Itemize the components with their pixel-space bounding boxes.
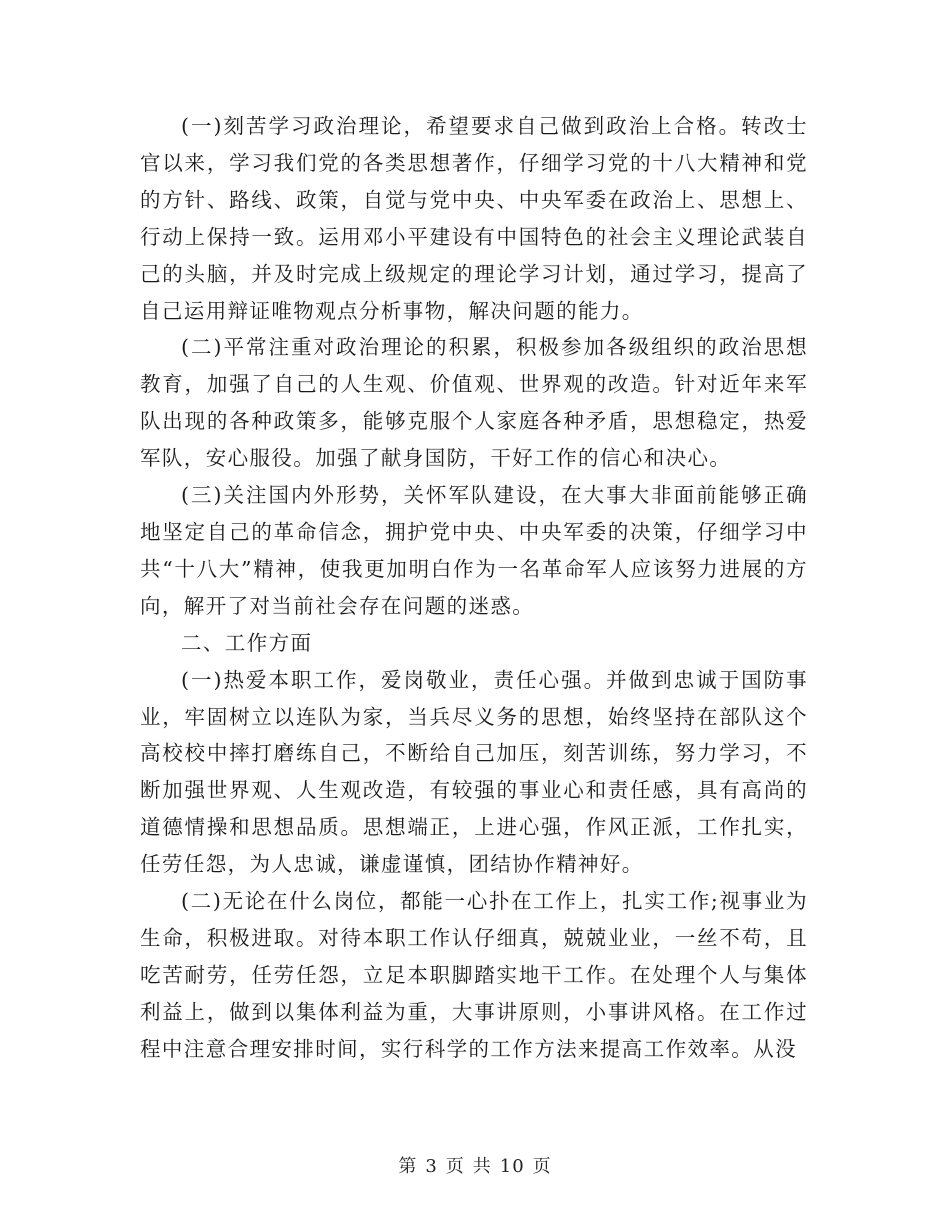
document-body [140,108,808,1068]
page-label-prefix: 第 [398,1156,418,1177]
page-total-number: 10 [499,1156,525,1177]
page-current-number: 3 [425,1156,438,1177]
page-label-suffix: 页 [532,1156,552,1177]
paragraph-work-1: (一)热爱本职工作，爱岗敬业，责任心强。并做到忠诚于国防事业，牢固树立以连队为家，当兵尽义务的思想，始终坚持在部队这个高校校中摔打磨练自己，不断给自己加压，刻苦训练，努力学习，不断加强世界观、人生观改造，有较强的事业心和责任感，具有高尚的道德情操和思想品质。思想端正，上进心强，作风正派，工作扎实，任劳任怨，为人忠诚，谦虚谨慎，团结协作精神好。 [140,667,808,877]
paragraph-politics-1: (一)刻苦学习政治理论，希望要求自己做到政治上合格。转改士官以来，学习我们党的各类思想著作，仔细学习党的十八大精神和党的方针、路线、政策，自觉与党中央、中央军委在政治上、思想上、行动上保持一致。运用邓小平建设有中国特色的社会主义理论武装自己的头脑，并及时完成上级规定的理论学习计划，通过学习，提高了自己运用辩证唯物观点分析事物，解决问题的能力。 [140,114,808,323]
paragraph-politics-3: (三)关注国内外形势，关怀军队建设，在大事大非面前能够正确地坚定自己的革命信念，拥护党中央、中央军委的决策，仔细学习中共“十八大”精神，使我更加明白作为一名革命军人应该努力进展的方向，解开了对当前社会存在问题的迷惑。 [140,483,808,618]
page-footer [0,1152,950,1178]
page-total-prefix: 共 [472,1156,492,1177]
section-heading-work: 二、工作方面 [181,630,313,655]
paragraph-politics-2: (二)平常注重对政治理论的积累，积极参加各级组织的政治思想教育，加强了自己的人生观、价值观、世界观的改造。针对近年来军队出现的各种政策多，能够克服个人家庭各种矛盾，思想稳定，热爱军队，安心服役。加强了献身国防，干好工作的信心和决心。 [140,335,808,471]
paragraph-work-2: (二)无论在什么岗位，都能一心扑在工作上，扎实工作;视事业为生命，积极进取。对待本职工作认仔细真，兢兢业业，一丝不苟，且吃苦耐劳，任劳任怨，立足本职脚踏实地干工作。在处理个人与集体利益上，做到以集体利益为重，大事讲原则，小事讲风格。在工作过程中注意合理安排时间，实行科学的工作方法来提高工作效率。从没 [140,889,808,1061]
page-label-mid: 页 [445,1156,465,1177]
